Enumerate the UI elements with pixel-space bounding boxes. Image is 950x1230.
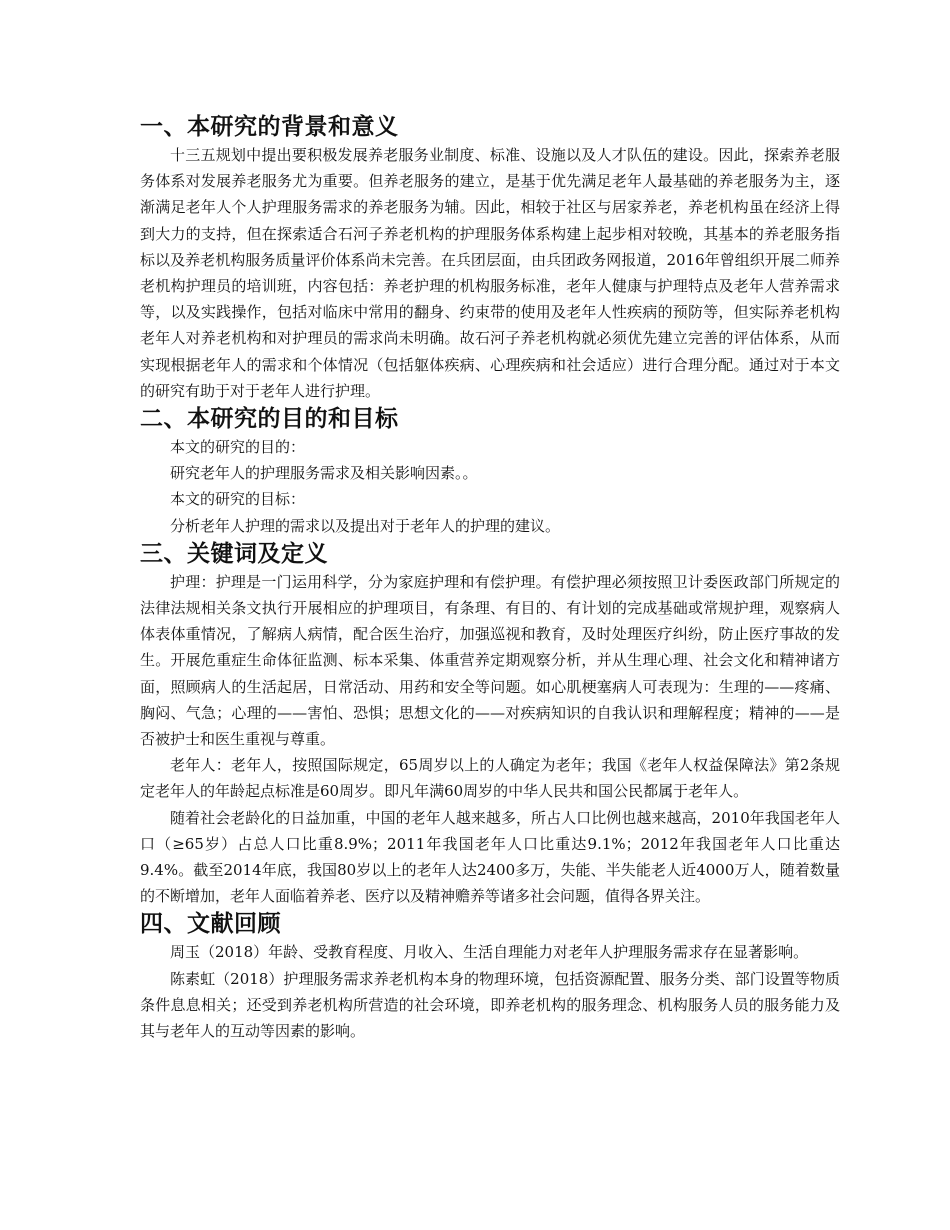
paragraph-literature-zhou: 周玉（2018）年龄、受教育程度、月收入、生活自理能力对老年人护理服务需求存在显著影响。	[170, 943, 809, 962]
section-heading-purpose: 二、本研究的目的和目标	[140, 405, 399, 433]
paragraph-literature-chen: 陈素虹（2018）护理服务需求养老机构本身的物理环境，包括资源配置、服务分类、部门设置等物质条件息息相关；还受到养老机构所营造的社会环境，即养老机构的服务理念、机构服务人员的服务能力及其与老年人的互动等因素的影响。	[140, 969, 840, 1041]
section-heading-literature: 四、文献回顾	[140, 910, 281, 938]
paragraph-goal-label: 本文的研究的目标：	[170, 490, 306, 509]
paragraph-nursing-definition: 护理：护理是一门运用科学，分为家庭护理和有偿护理。有偿护理必须按照卫计委医政部门所规定的法律法规相关条文执行开展相应的护理项目，有条理、有目的、有计划的完成基础或常规护理，观察病人体表体重情况，了解病人病情，配合医生治疗，加强巡视和教育，及时处理医疗纠纷，防止医疗事故的发生。开展危重症生命体征监测、标本采集、体重营养定期观察分析，并从生理心理、社会文化和精神诸方面，照顾病人的生活起居，日常活动、用药和安全等问题。如心肌梗塞病人可表现为：生理的——疼痛、胸闷、气急；心理的——害怕、恐惧；思想文化的——对疾病知识的自我认识和理解程度；精神的——是否被护士和医生重视与尊重。	[140, 572, 840, 749]
paragraph-background: 十三五规划中提出要积极发展养老服务业制度、标准、设施以及人才队伍的建设。因此，探索养老服务体系对发展养老服务尤为重要。但养老服务的建立，是基于优先满足老年人最基础的养老服务为主，逐渐满足老年人个人护理服务需求的养老服务为辅。因此，相较于社区与居家养老，养老机构虽在经济上得到大力的支持，但在探索适合石河子养老机构的护理服务体系构建上起步相对较晚，其基本的养老服务指标以及养老机构服务质量评价体系尚未完善。在兵团层面，由兵团政务网报道，2016年曾组织开展二师养老机构护理员的培训班，内容包括：养老护理的机构服务标准，老年人健康与护理特点及老年人营养需求等，以及实践操作，包括对临床中常用的翻身、约束带的使用及老年人性疾病的预防等，但实际养老机构老年人对养老机构和对护理员的需求尚未明确。故石河子养老机构就必须优先建立完善的评估体系，从而实现根据老年人的需求和个体情况（包括躯体疾病、心理疾病和社会适应）进行合理分配。通过对于本文的研究有助于对于老年人进行护理。	[140, 146, 840, 400]
section-heading-keywords: 三、关键词及定义	[140, 539, 328, 567]
paragraph-elderly-definition: 老年人：老年人，按照国际规定，65周岁以上的人确定为老年；我国《老年人权益保障法》第2条规定老年人的年龄起点标准是60周岁。即凡年满60周岁的中华人民共和国公民都属于老年人。	[140, 756, 840, 801]
section-heading-background: 一、本研究的背景和意义	[140, 113, 399, 140]
paragraph-purpose-label: 本文的研究的目的：	[170, 438, 306, 457]
paragraph-goal-text: 分析老年人护理的需求以及提出对于老年人的护理的建议。	[170, 516, 561, 535]
paragraph-purpose-text: 研究老年人的护理服务需求及相关影响因素。。	[170, 464, 478, 483]
document-page	[140, 112, 840, 1044]
paragraph-aging-statistics: 随着社会老龄化的日益加重，中国的老年人越来越多，所占人口比例也越来越高，2010年我国老年人口（≥65岁）占总人口比重8.9%；2011年我国老年人口比重达9.1%；2012年我国老年人口比重达9.4%。截至2014年底，我国80岁以上的老年人达2400多万，失能、半失能老人近4000万人，随着数量的不断增加，老年人面临着养老、医疗以及精神赡养等诸多社会问题，值得各界关注。	[140, 808, 840, 906]
